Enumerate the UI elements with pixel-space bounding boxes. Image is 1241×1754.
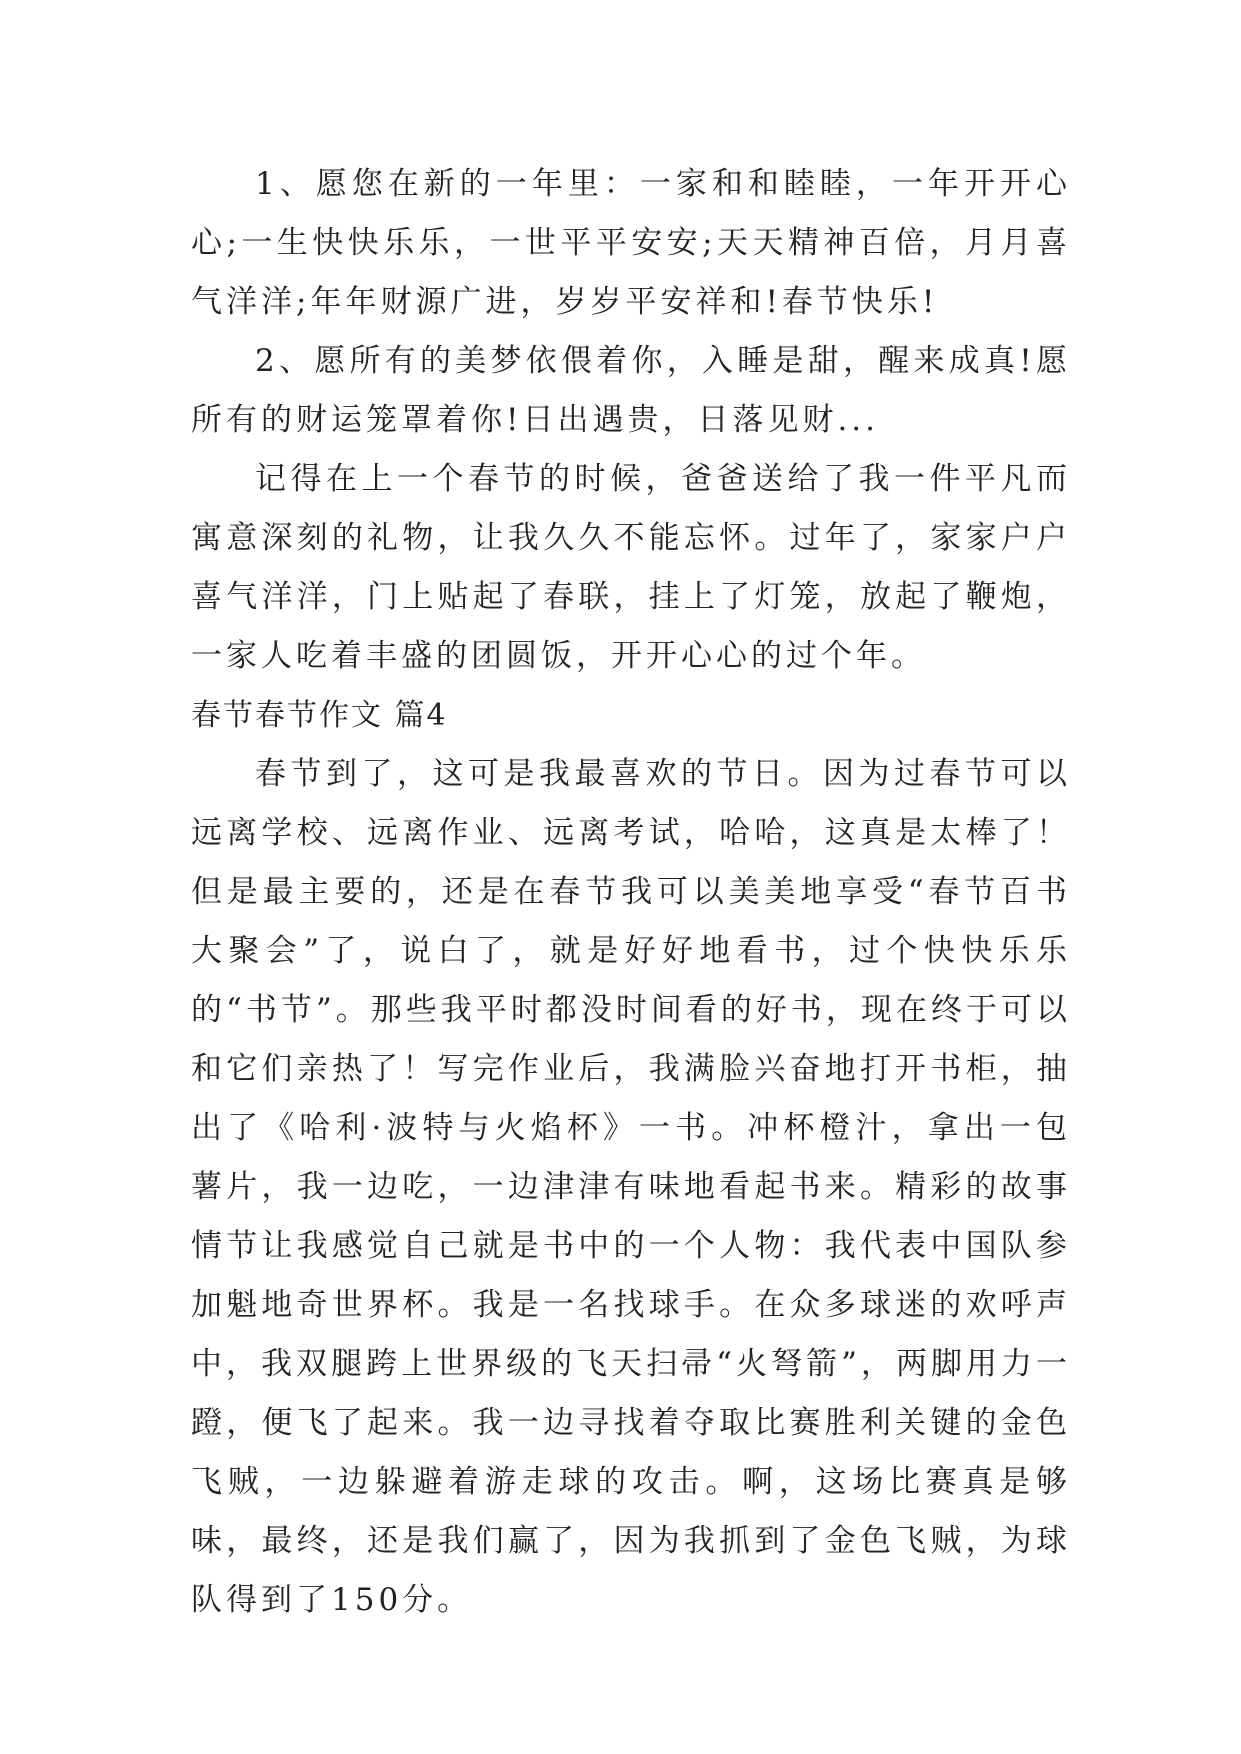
paragraph-memory: 记得在上一个春节的时候，爸爸送给了我一件平凡而寓意深刻的礼物，让我久久不能忘怀。过年了，家家户户喜气洋洋，门上贴起了春联，挂上了灯笼，放起了鞭炮，一家人吃着丰盛的团圆饭，开开心心的过个年。 [191, 461, 1071, 674]
section-heading: 春节春节作文 篇4 [191, 698, 448, 733]
paragraph-wish-2: 2、愿所有的美梦依偎着你，入睡是甜，醒来成真!愿所有的财运笼罩着你!日出遇贵，日落见财... [191, 343, 1071, 438]
paragraph-wish-1: 1、愿您在新的一年里：一家和和睦睦，一年开开心心;一生快快乐乐，一世平平安安;天天精神百倍，月月喜气洋洋;年年财源广进，岁岁平安祥和!春节快乐! [191, 166, 1071, 320]
document-body [191, 155, 1071, 1630]
paragraph-essay-4: 春节到了，这可是我最喜欢的节日。因为过春节可以远离学校、远离作业、远离考试，哈哈，这真是太棒了！但是最主要的，还是在春节我可以美美地享受“春节百书大聚会”了，说白了，就是好好地看书，过个快快乐乐的“书节”。那些我平时都没时间看的好书，现在终于可以和它们亲热了！写完作业后，我满脸兴奋地打开书柜，抽出了《哈利·波特与火焰杯》一书。冲杯橙汁，拿出一包薯片，我一边吃，一边津津有味地看起书来。精彩的故事情节让我感觉自己就是书中的一个人物：我代表中国队参加魁地奇世界杯。我是一名找球手。在众多球迷的欢呼声中，我双腿跨上世界级的飞天扫帚“火弩箭”，两脚用力一蹬，便飞了起来。我一边寻找着夺取比赛胜利关键的金色飞贼，一边躲避着游走球的攻击。啊，这场比赛真是够味，最终，还是我们赢了，因为我抓到了金色飞贼，为球队得到了150分。 [191, 756, 1071, 1618]
